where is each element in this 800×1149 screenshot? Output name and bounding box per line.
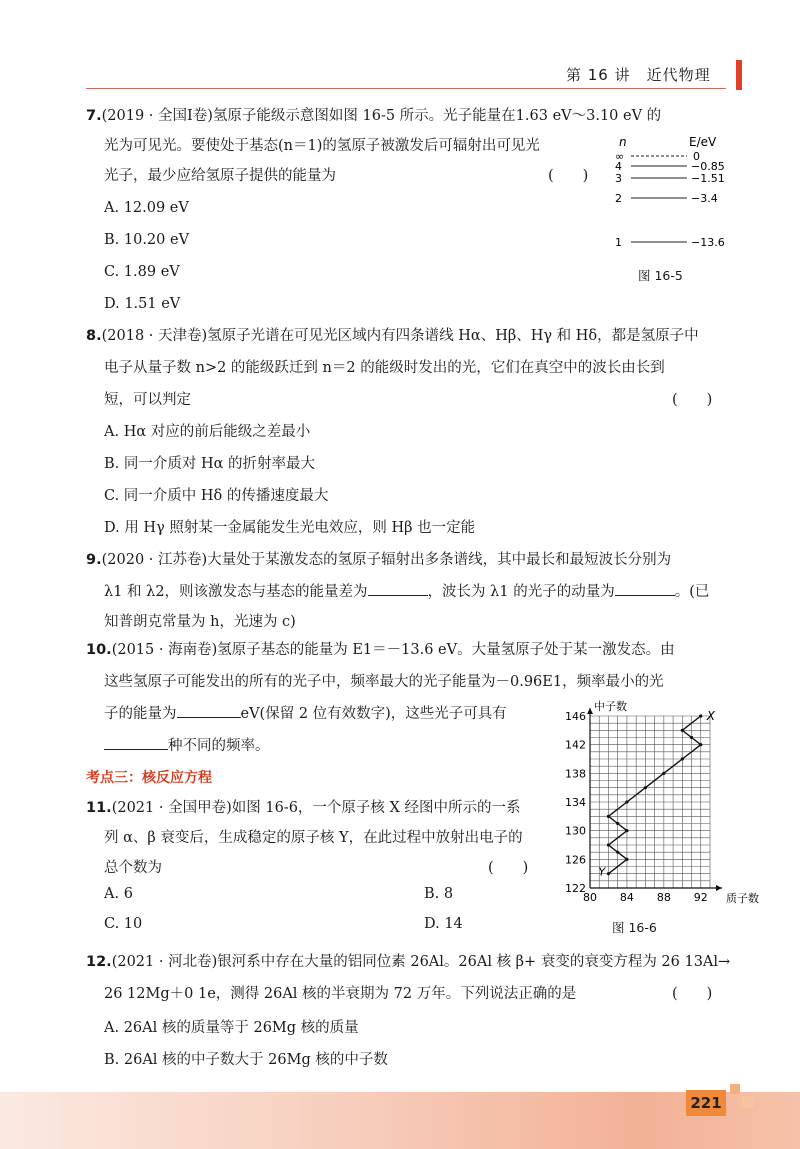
q7-option-d: D. 1.51 eV [104, 296, 181, 312]
q11-option-d: D. 14 [424, 916, 463, 932]
x-tick-label: 80 [583, 891, 597, 904]
level-e-inf: 0 [693, 150, 700, 163]
y-tick-label: 134 [565, 796, 586, 809]
q11-option-a: A. 6 [104, 886, 133, 902]
x-tick-label: 84 [619, 891, 634, 904]
q8-option-c: C. 同一介质中 Hδ 的传播速度最大 [104, 488, 329, 504]
energy-level-diagram [605, 132, 735, 282]
axis-e-label: E/eV [689, 135, 717, 149]
q8-line1: 8.(2018 · 天津卷)氢原子光谱在可见光区域内有四条谱线 Hα、Hβ、Hγ 和 Hδ，都是氢原子中 [86, 328, 699, 344]
y-tick-label: 122 [565, 882, 586, 895]
x-tick-label: 92 [693, 891, 708, 904]
q7-number: 7. [86, 108, 102, 124]
fig166-caption: 图 16-6 [612, 920, 657, 935]
y-axis-arrow [587, 708, 593, 714]
footer-square [730, 1084, 740, 1094]
q10-line2: 这些氢原子可能发出的所有的光子中，频率最大的光子能量为－0.96E1，频率最小的光 [104, 674, 664, 690]
q10-blank-2[interactable] [104, 735, 168, 750]
decay-point [681, 757, 684, 760]
q8-number: 8. [86, 328, 102, 344]
q10-number: 10. [86, 642, 112, 658]
q9-line1: 9.(2020 · 江苏卷)大量处于某激发态的氢原子辐射出多条谱线，其中最长和最短波长分别为 [86, 552, 672, 568]
q11-line3: 总个数为 [104, 860, 162, 876]
nucleus-y-label: Y [598, 865, 606, 879]
y-axis-label: 中子数 [594, 700, 627, 713]
q11-option-b: B. 8 [424, 886, 454, 902]
q7-option-b: B. 10.20 eV [104, 232, 190, 248]
q11-line2: 列 α、β 衰变后，生成稳定的原子核 Y，在此过程中放射出电子的 [104, 830, 523, 846]
decay-point [662, 772, 665, 775]
q8-option-b: B. 同一介质对 Hα 的折射率最大 [104, 456, 316, 472]
q12-option-b: B. 26Al 核的中子数大于 26Mg 核的中子数 [104, 1052, 388, 1068]
level-n-2: 2 [615, 192, 622, 205]
q10-line4: 种不同的频率。 [104, 734, 270, 755]
q10-line3: 子的能量为 eV(保留 2 位有效数字)，这些光子可具有 [104, 702, 507, 723]
q12-line1: 12.(2021 · 河北卷)银河系中存在大量的铝同位素 26Al。26Al 核 β+ 衰变的衰变方程为 26 13Al→ [86, 954, 731, 970]
header-rule [86, 88, 726, 89]
q8-option-d: D. 用 Hγ 照射某一金属能发生光电效应，则 Hβ 也一定能 [104, 520, 476, 536]
header-accent-bar [736, 60, 742, 90]
decay-point [607, 843, 610, 846]
q8-answer-paren: ( ) [672, 392, 713, 408]
level-n-4: 4 [615, 160, 622, 173]
level-n-3: 3 [615, 172, 622, 185]
footer-square [742, 1096, 754, 1108]
decay-point [607, 872, 610, 875]
decay-point [699, 714, 702, 717]
q7-answer-paren: ( ) [548, 168, 589, 184]
q11-line1: 11.(2021 · 全国甲卷)如图 16-6，一个原子核 X 经图中所示的一系 [86, 800, 521, 816]
q10-blank-1[interactable] [177, 703, 241, 718]
decay-point [681, 729, 684, 732]
decay-point [690, 736, 693, 739]
decay-step [682, 730, 691, 737]
footer-band [0, 1092, 800, 1149]
decay-point [607, 815, 610, 818]
decay-point [699, 743, 702, 746]
chart-grid [590, 716, 710, 888]
y-tick-label: 126 [565, 853, 586, 867]
q12-line2: 26 12Mg＋0 1e，测得 26Al 核的半衰期为 72 万年。下列说法正确的是 [104, 986, 577, 1002]
q8-option-a: A. Hα 对应的前后能级之差最小 [104, 424, 311, 440]
level-e-3: −1.51 [691, 172, 725, 185]
section-heading: 考点三：核反应方程 [86, 770, 212, 786]
decay-step [618, 852, 627, 859]
q11-option-c: C. 10 [104, 916, 143, 932]
q7-line3: 光子，最少应给氢原子提供的能量为 [104, 168, 336, 184]
level-n-inf: ∞ [615, 150, 625, 163]
axis-n-label: n [619, 135, 627, 149]
q9-blank-2[interactable] [615, 581, 675, 596]
running-header: 第 16 讲 近代物理 [566, 66, 711, 84]
q12-answer-paren: ( ) [672, 986, 713, 1002]
q9-blank-1[interactable] [368, 581, 428, 596]
q9-line3: 知普朗克常量为 h，光速为 c) [104, 614, 296, 630]
decay-point [625, 829, 628, 832]
level-n-1: 1 [615, 236, 622, 249]
x-axis-arrow [716, 885, 722, 891]
page-number: 221 [686, 1090, 726, 1116]
q7-line1: 7.(2019 · 全国Ⅰ卷)氢原子能级示意图如图 16-5 所示。光子能量在1.63 eV～3.10 eV 的 [86, 108, 662, 124]
level-e-1: −13.6 [691, 236, 725, 249]
decay-step [692, 738, 701, 745]
y-tick-label: 138 [565, 767, 586, 781]
decay-point [625, 858, 628, 861]
q12-option-a: A. 26Al 核的质量等于 26Mg 核的质量 [104, 1020, 359, 1036]
q8-line3: 短，可以判定 [104, 392, 191, 408]
q10-line1: 10.(2015 · 海南卷)氢原子基态的能量为 E1＝－13.6 eV。大量氢原子处于某一激发态。由 [86, 642, 675, 658]
q11-number: 11. [86, 800, 112, 816]
x-axis-label: 质子数 [726, 892, 759, 905]
x-tick-label: 88 [656, 891, 671, 904]
y-tick-label: 142 [565, 738, 586, 752]
level-e-4: −0.85 [691, 160, 725, 173]
q7-option-c: C. 1.89 eV [104, 264, 180, 280]
q12-number: 12. [86, 954, 112, 970]
decay-point [616, 822, 619, 825]
decay-point [625, 800, 628, 803]
q8-line2: 电子从量子数 n>2 的能级跃迁到 n＝2 的能级时发出的光，它们在真空中的波长由长到 [104, 360, 665, 376]
decay-step [618, 824, 627, 831]
q9-line2: λ1 和 λ2，则该激发态与基态的能量差为 ，波长为 λ1 的光子的动量为 。(已 [104, 580, 709, 601]
decay-step [608, 816, 617, 823]
decay-point [616, 851, 619, 854]
fig165-caption: 图 16-5 [638, 268, 683, 283]
q9-number: 9. [86, 552, 102, 568]
y-tick-label: 130 [565, 824, 586, 838]
q11-answer-paren: ( ) [488, 860, 529, 876]
decay-step [608, 845, 617, 852]
y-tick-label: 146 [565, 710, 586, 723]
level-e-2: −3.4 [691, 192, 718, 205]
q7-option-a: A. 12.09 eV [104, 200, 189, 216]
decay-chart [552, 700, 759, 912]
nucleus-x-label: X [706, 709, 716, 723]
q7-line2: 光为可见光。要使处于基态(n＝1)的氢原子被激发后可辐射出可见光 [104, 138, 540, 154]
decay-point [644, 786, 647, 789]
